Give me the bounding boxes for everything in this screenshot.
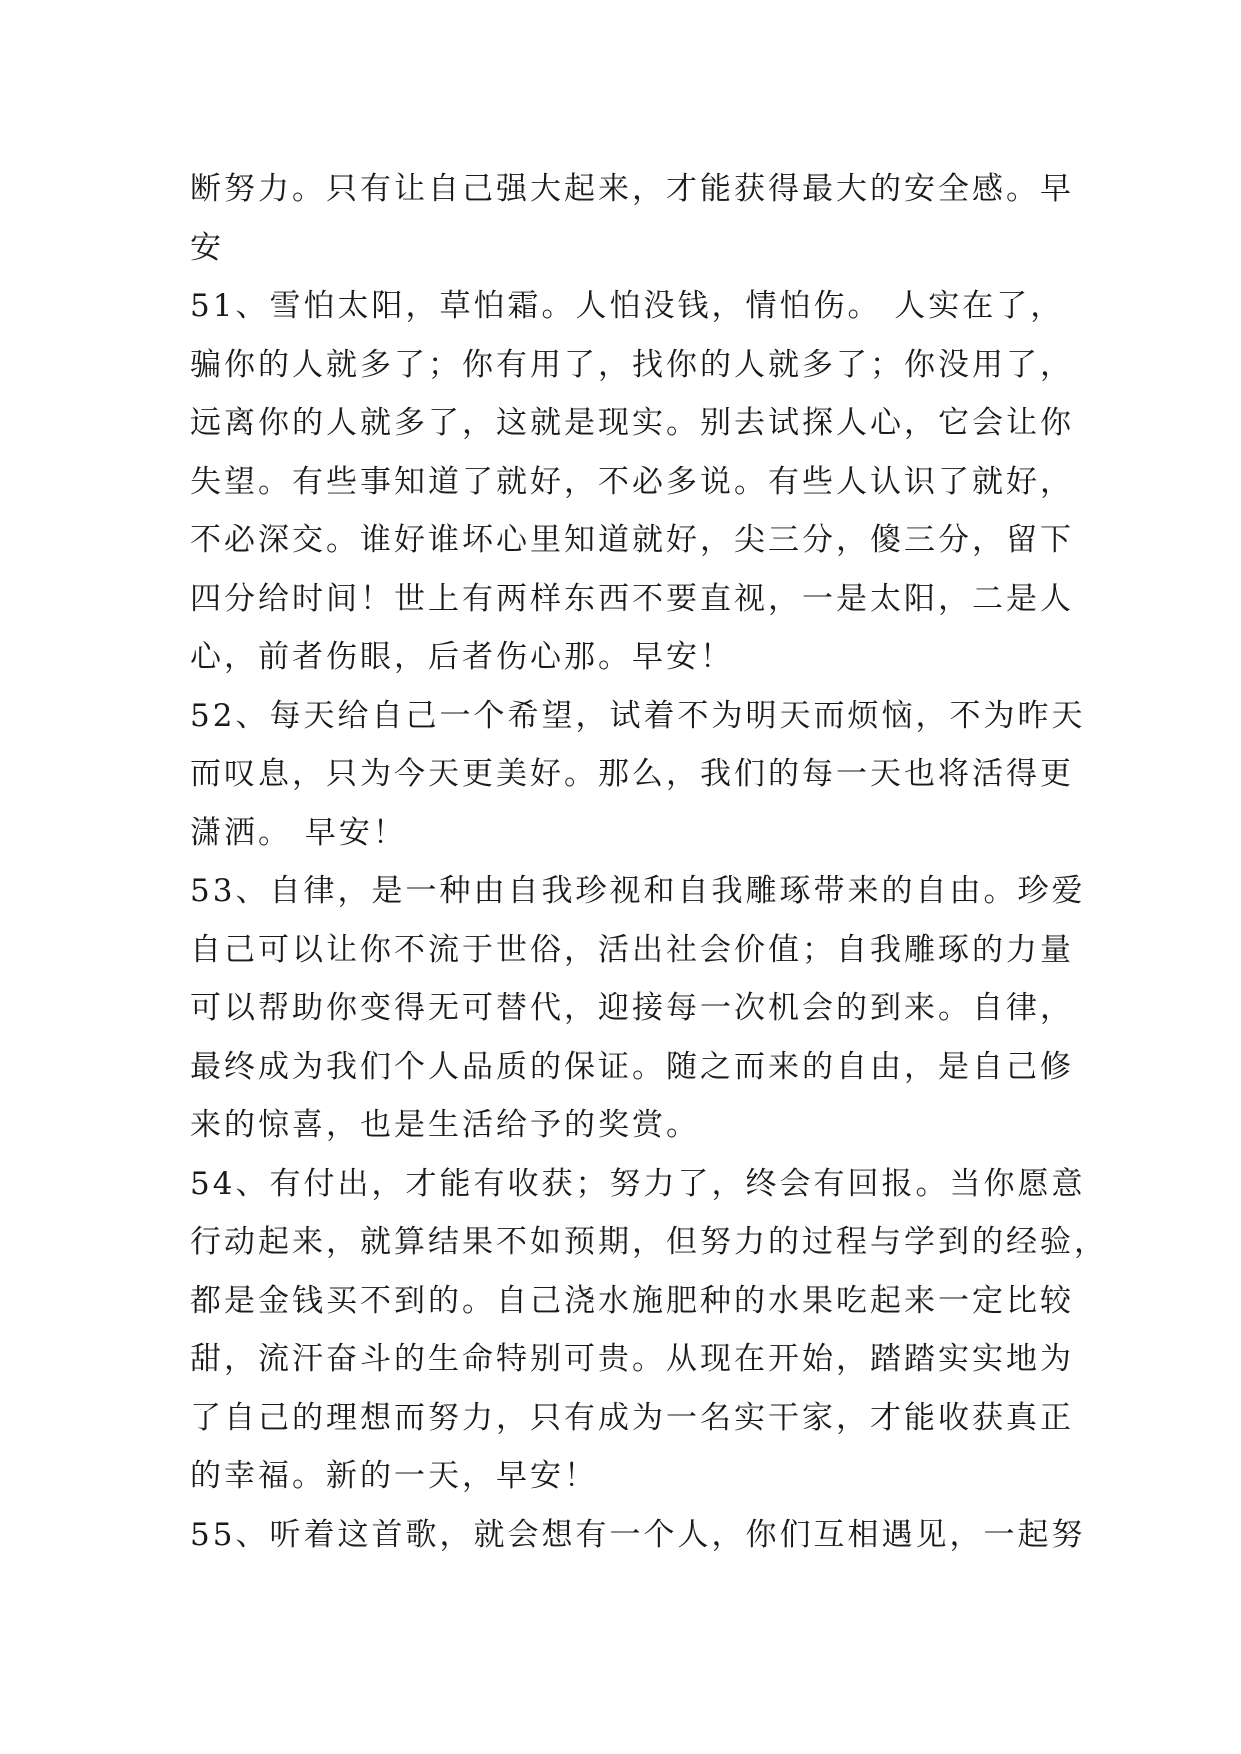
text-line: 51、雪怕太阳，草怕霜。人怕没钱，情怕伤。 人实在了， [190, 288, 1065, 324]
body-text [190, 160, 1108, 1564]
text-line: 都是金钱买不到的。自己浇水施肥种的水果吃起来一定比较 [190, 1282, 1074, 1319]
text-line: 心，前者伤眼，后者伤心那。早安！ [190, 639, 734, 675]
text-line: 行动起来，就算结果不如预期，但努力的过程与学到的经验， [190, 1224, 1108, 1260]
text-line: 安 [190, 229, 224, 266]
text-line: 53、自律，是一种由自我珍视和自我雕琢带来的自由。珍爱 [190, 873, 1086, 909]
text-line: 最终成为我们个人品质的保证。随之而来的自由，是自己修 [190, 1048, 1074, 1085]
text-line: 自己可以让你不流于世俗，活出社会价值；自我雕琢的力量 [190, 931, 1074, 968]
text-line: 潇洒。 早安！ [190, 814, 407, 851]
text-line: 来的惊喜，也是生活给予的奖赏。 [190, 1107, 700, 1143]
text-line: 断努力。只有让自己强大起来，才能获得最大的安全感。早 [190, 171, 1074, 207]
text-line: 不必深交。谁好谁坏心里知道就好，尖三分，傻三分，留下 [190, 522, 1074, 558]
text-line: 骗你的人就多了；你有用了，找你的人就多了；你没用了， [190, 346, 1074, 383]
text-line: 远离你的人就多了，这就是现实。别去试探人心，它会让你 [190, 405, 1074, 441]
text-line: 52、每天给自己一个希望，试着不为明天而烦恼，不为昨天 [190, 697, 1086, 734]
text-line: 54、有付出，才能有收获；努力了，终会有回报。当你愿意 [190, 1165, 1086, 1202]
text-line: 而叹息，只为今天更美好。那么，我们的每一天也将活得更 [190, 756, 1074, 792]
text-line: 甜，流汗奋斗的生命特别可贵。从现在开始，踏踏实实地为 [190, 1341, 1074, 1377]
text-line: 55、听着这首歌，就会想有一个人，你们互相遇见，一起努 [190, 1516, 1086, 1553]
text-line: 四分给时间！世上有两样东西不要直视，一是太阳，二是人 [190, 580, 1074, 617]
text-line: 的幸福。新的一天，早安！ [190, 1458, 598, 1494]
text-line: 可以帮助你变得无可替代，迎接每一次机会的到来。自律， [190, 990, 1074, 1026]
text-line: 失望。有些事知道了就好，不必多说。有些人认识了就好， [190, 463, 1074, 500]
text-line: 了自己的理想而努力，只有成为一名实干家，才能收获真正 [190, 1399, 1074, 1436]
